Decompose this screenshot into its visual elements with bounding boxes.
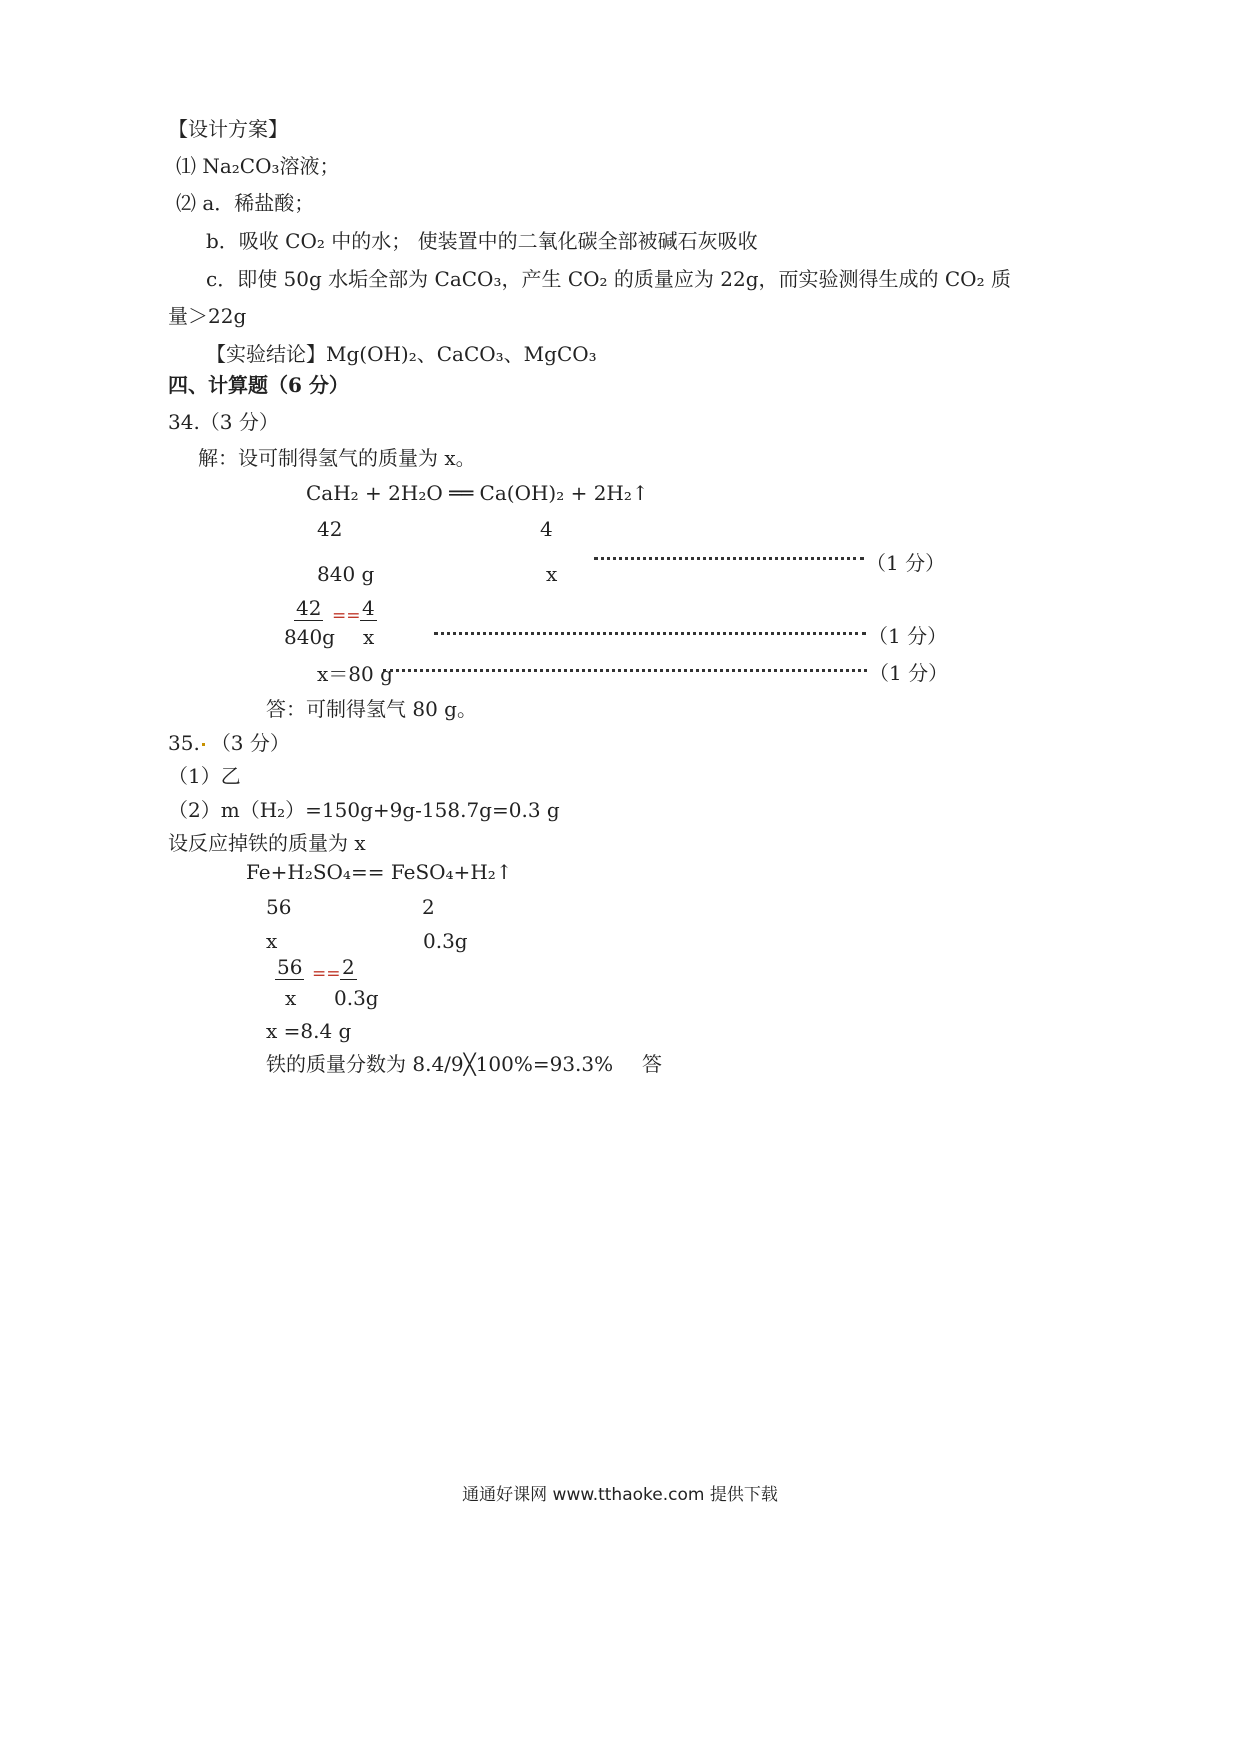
- q35-answer: 答: [642, 1052, 662, 1076]
- q35-fraction-left: [275, 955, 304, 980]
- q34-fraction-equals: ==: [332, 606, 361, 626]
- dotted-leader: [434, 632, 866, 635]
- q35-fraction-left-denominator: x: [285, 986, 297, 1010]
- q34-fraction-right-denominator: x: [363, 625, 375, 649]
- q35-score: （3 分）: [210, 731, 290, 755]
- q34-result: x＝80 g: [317, 662, 393, 686]
- q35-result: x =8.4 g: [266, 1019, 352, 1043]
- q34-score-2: （1 分）: [868, 624, 948, 648]
- design-item-2c-continued: 量＞22g: [168, 304, 247, 328]
- q35-mass-fraction: 铁的质量分数为 8.4/9╳100%=93.3%: [266, 1052, 614, 1076]
- q35-fraction-right: [340, 955, 357, 980]
- q34-score-1: （1 分）: [866, 551, 946, 575]
- q35-number: 35.: [168, 731, 200, 755]
- design-item-1: ⑴ Na₂CO₃溶液；: [176, 154, 340, 178]
- q35-fraction-right-denominator: 0.3g: [334, 986, 379, 1010]
- q35-fraction-right-numerator: 2: [342, 955, 355, 979]
- q35-mass-left: 56: [266, 895, 292, 919]
- q34-fraction-right: [360, 596, 377, 621]
- q35-mass-right: 2: [422, 895, 435, 919]
- q35-given-left: x: [266, 929, 278, 953]
- page-footer: 通通好课网 www.tthaoke.com 提供下载: [462, 1485, 778, 1505]
- annotation-dot: [202, 743, 205, 746]
- q35-setup: 设反应掉铁的质量为 x: [168, 831, 366, 855]
- q34-score-3: （1 分）: [869, 661, 949, 685]
- q35-part-2: （2）m（H₂）=150g+9g-158.7g=0.3 g: [168, 798, 560, 822]
- q34-given-left: 840 g: [317, 562, 375, 586]
- q34-given-right: x: [546, 562, 558, 586]
- q35-equation: Fe+H₂SO₄== FeSO₄+H₂↑: [246, 860, 513, 884]
- q34-fraction-left-denominator: 840g: [284, 625, 335, 649]
- q35-fraction-equals: ==: [312, 964, 341, 984]
- section-4-title: 四、计算题（6 分）: [168, 373, 349, 397]
- q34-header: 34.（3 分）: [168, 410, 279, 434]
- design-item-2c: c．即使 50g 水垢全部为 CaCO₃，产生 CO₂ 的质量应为 22g，而实验测得生成的 CO₂ 质: [206, 267, 1011, 291]
- q34-fraction-right-numerator: 4: [362, 596, 375, 620]
- q35-part-1: （1）乙: [168, 764, 241, 788]
- design-item-2a: ⑵ a．稀盐酸；: [176, 191, 315, 215]
- experiment-conclusion: 【实验结论】Mg(OH)₂、CaCO₃、MgCO₃: [206, 342, 597, 366]
- q35-header: [168, 730, 290, 756]
- q34-answer: 答：可制得氢气 80 g。: [266, 697, 477, 721]
- dotted-leader: [383, 669, 867, 672]
- q34-mass-left: 42: [317, 517, 343, 541]
- q34-mass-right: 4: [540, 517, 553, 541]
- design-heading: 【设计方案】: [168, 117, 288, 141]
- q34-fraction-left: [294, 596, 323, 621]
- q35-fraction-left-numerator: 56: [277, 955, 303, 979]
- q34-setup: 解：设可制得氢气的质量为 x。: [198, 446, 476, 470]
- q35-given-right: 0.3g: [423, 929, 468, 953]
- q34-fraction-left-numerator: 42: [296, 596, 322, 620]
- design-item-2b: b．吸收 CO₂ 中的水； 使装置中的二氧化碳全部被碱石灰吸收: [206, 229, 758, 253]
- dotted-leader: [594, 557, 864, 560]
- q34-equation: CaH₂ + 2H₂O ══ Ca(OH)₂ + 2H₂↑: [306, 481, 649, 505]
